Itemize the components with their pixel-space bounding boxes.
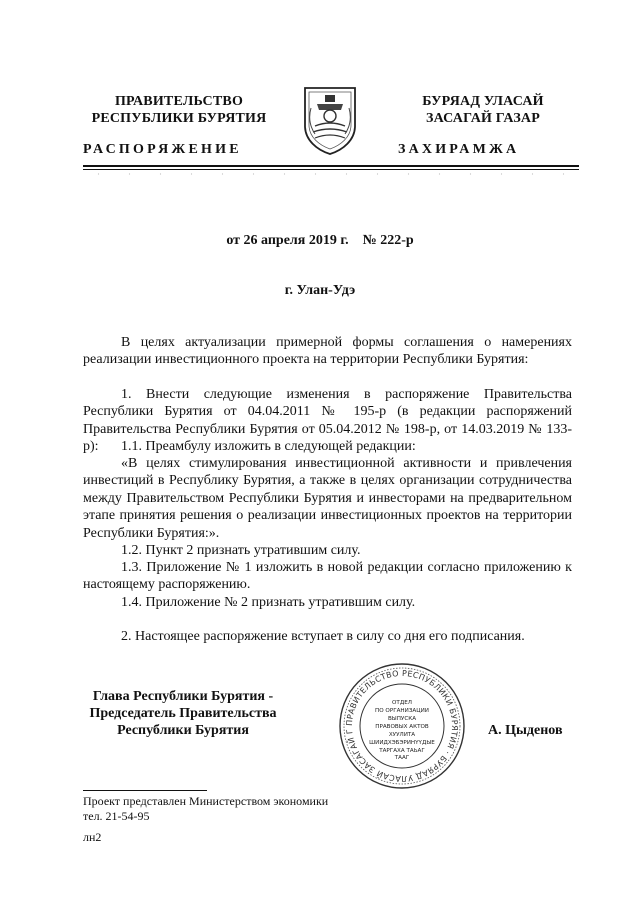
- stamp-line-6: ШИИДХЭБЭРИНҮҮДЫЕ: [369, 740, 435, 746]
- signatory-title-line3: Республики Бурятия: [117, 723, 249, 738]
- stamp-line-7: ТАРГАХА ТАЬАГ: [379, 748, 425, 754]
- footer-rule: [83, 790, 207, 791]
- item-1-4: 1.4. Приложение № 2 признать утратившим силу.: [121, 595, 416, 610]
- footer-line2: тел. 21-54-95: [83, 809, 150, 823]
- left-doc-type: РАСПОРЯЖЕНИЕ: [83, 142, 242, 157]
- stamp-graphic: [338, 662, 466, 790]
- stamp-line-2: ПО ОРГАНИЗАЦИИ: [375, 708, 429, 714]
- left-org-line2: РЕСПУБЛИКИ БУРЯТИЯ: [91, 111, 267, 126]
- preamble: В целях актуализации примерной формы соглашения о намерениях реализации инвестиционного проекта на территории Республики Бурятия:: [83, 335, 572, 368]
- date-number: от 26 апреля 2019 г. № 222-р: [226, 233, 414, 248]
- header-rule-thin: [83, 169, 579, 170]
- stamp-line-8: ТААГ: [394, 755, 410, 761]
- left-org-name: [83, 93, 275, 127]
- stamp-line-3: ВЫПУСКА: [387, 716, 417, 722]
- signatory-title: [83, 688, 283, 739]
- item-1-1: 1.1. Преамбулу изложить в следующей редакции:: [121, 439, 416, 454]
- city: г. Улан-Удэ: [284, 283, 356, 298]
- stamp-line-4: ПРАВОВЫХ АКТОВ: [375, 724, 429, 730]
- right-doc-type: ЗАХИРАМЖА: [398, 142, 520, 157]
- signatory-title-line1: Глава Республики Бурятия -: [92, 689, 274, 704]
- quote: «В целях стимулирования инвестиционной активности и привлечения инвестиций в Республику Бурятия, а также в целях организации сотрудничества между Правительством Республики Бурятия и инвесторами на предварительном этапе принятия решения о реализации инвестиционных проектов на территории Республики Бурятия:».: [83, 456, 572, 541]
- footer-line1: Проект представлен Министерством экономики: [83, 794, 329, 808]
- item-1-2: 1.2. Пункт 2 признать утратившим силу.: [121, 543, 361, 558]
- right-org-name: [387, 93, 579, 127]
- right-org-line2: ЗАСАГАЙ ГАЗАР: [425, 111, 540, 126]
- item-2: 2. Настоящее распоряжение вступает в силу со дня его подписания.: [121, 629, 525, 644]
- signatory-name: А. Цыденов: [488, 723, 563, 738]
- coat-of-arms-emblem: [301, 82, 359, 156]
- stamp-line-1: ОТДЕЛ: [392, 700, 412, 706]
- left-org-line1: ПРАВИТЕЛЬСТВО: [114, 94, 244, 109]
- official-stamp: [338, 662, 466, 790]
- stamp-line-5: ХУУЛИТА: [388, 732, 416, 738]
- stamp-ring-text: ПРАВИТЕЛЬСТВО РЕСПУБЛИКИ БУРЯТИЯ · БУРЯАД УЛАСАЙ ЗАСАГАЙ Г: [344, 668, 460, 784]
- emblem-icon: [301, 82, 359, 156]
- header-rule-thick: [83, 165, 579, 167]
- item-1: 1. Внести следующие изменения в распоряжение Правительства Республики Бурятия от 04.04.2011 № 195-р (в редакции распоряжений Правительства Республики Бурятия от 05.04.2012 № 198-р, от 14.03.2019 № 133-р):: [83, 387, 572, 455]
- footer-line3: лн2: [83, 830, 102, 844]
- header-dotted-line: [83, 172, 579, 176]
- right-org-line1: БУРЯАД УЛАСАЙ: [422, 94, 544, 109]
- signatory-title-line2: Председатель Правительства: [89, 706, 277, 721]
- item-1-3: 1.3. Приложение № 1 изложить в новой редакции согласно приложению к настоящему распоряжению.: [83, 560, 572, 593]
